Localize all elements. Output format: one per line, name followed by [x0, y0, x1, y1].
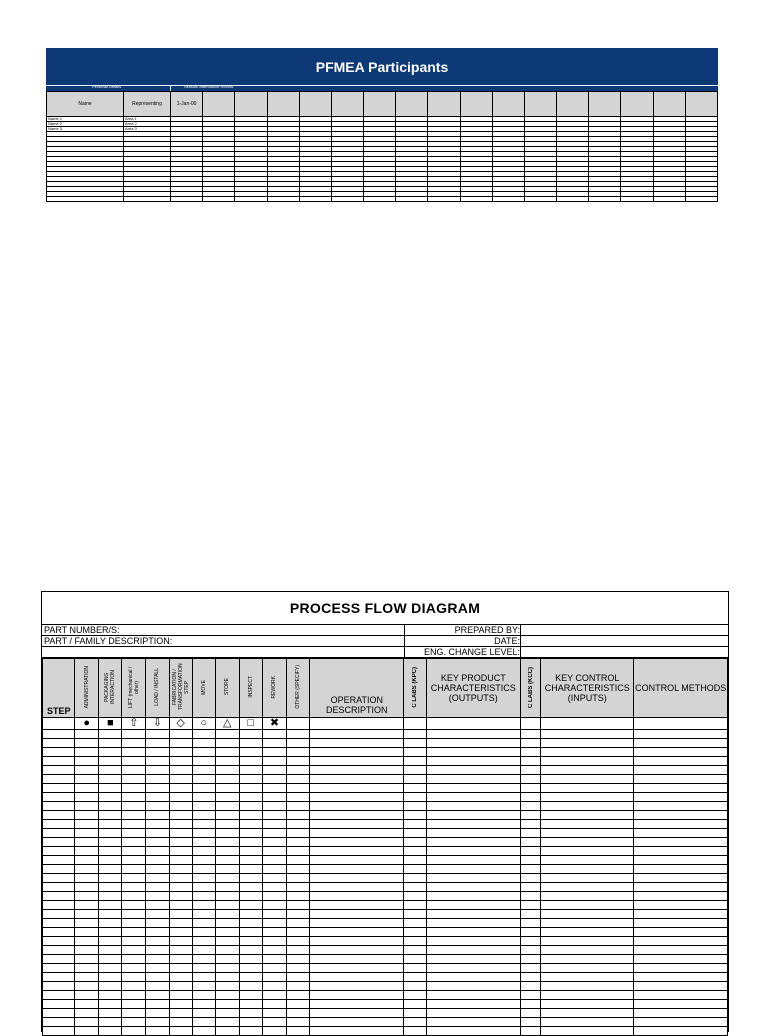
process-step-row — [43, 937, 728, 946]
process-step-row — [43, 820, 728, 829]
c-labs-kpc-header: C LABS (KPC) — [412, 666, 419, 708]
fabrication-header: FABRICATION / TRANSFORMATION STEP — [171, 663, 190, 711]
arrow-up-icon: ⇧ — [122, 718, 146, 730]
process-step-row — [43, 775, 728, 784]
info-row-part-family — [42, 636, 728, 647]
store-header: STORE — [224, 678, 231, 696]
process-step-row — [43, 955, 728, 964]
process-step-row — [43, 874, 728, 883]
representing-column-header: Representing — [124, 92, 171, 117]
date-label: DATE: — [494, 636, 520, 646]
inspect-header: INSPECT — [247, 676, 254, 698]
process-step-row — [43, 1018, 728, 1027]
square-icon: □ — [239, 718, 262, 730]
process-step-row — [43, 847, 728, 856]
symbol-row — [43, 718, 728, 730]
process-step-row — [43, 784, 728, 793]
process-step-row — [43, 802, 728, 811]
c-labs-kcc-header: C LABS (KCC) — [527, 666, 534, 708]
lift-header: LIFT (mechanical / other) — [127, 666, 140, 708]
eng-change-label: ENG. CHANGE LEVEL: — [423, 647, 520, 657]
process-step-row — [43, 838, 728, 847]
participant-representing: Area 1 — [124, 117, 171, 122]
process-step-row — [43, 991, 728, 1000]
process-step-row — [43, 982, 728, 991]
process-step-row — [43, 883, 728, 892]
participant-name: Name 1 — [47, 117, 124, 122]
load-install-header: LOAD / INSTALL — [154, 668, 161, 706]
key-control-characteristics-header: KEY CONTROL CHARACTERISTICS (INPUTS) — [541, 659, 634, 718]
square-filled-icon: ■ — [99, 718, 122, 730]
administration-header: ADMINISTRATION — [83, 665, 90, 709]
process-step-row — [43, 910, 728, 919]
process-step-row — [43, 946, 728, 955]
control-methods-header: CONTROL METHODS — [634, 659, 728, 718]
process-step-row — [43, 928, 728, 937]
step-column-header: STEP — [43, 659, 75, 718]
participant-representing — [124, 197, 171, 202]
process-step-row — [43, 739, 728, 748]
cross-icon: ✖ — [262, 718, 286, 730]
packaging-header: PACKAGING INTERACTION — [104, 670, 117, 704]
pfmea-title: PFMEA Participants — [46, 48, 718, 85]
name-column-header: Name — [47, 92, 124, 117]
process-step-row — [43, 901, 728, 910]
personal-details-label: Personal Details — [92, 84, 122, 89]
participant-name: Name 2 — [47, 122, 124, 127]
participant-name — [47, 197, 124, 202]
pfmea-section-bar — [46, 85, 718, 91]
pfmea-participants-form — [46, 48, 718, 202]
session-attendance-label: Session Attendance Record — [184, 84, 234, 89]
arrow-down-icon: ⇩ — [146, 718, 169, 730]
process-step-row — [43, 919, 728, 928]
process-step-row — [43, 757, 728, 766]
participant-representing: Area 3 — [124, 127, 171, 132]
triangle-icon: △ — [215, 718, 239, 730]
participant-row — [47, 197, 718, 202]
part-numbers-label: PART NUMBER/S: — [44, 625, 120, 635]
diamond-icon: ◇ — [169, 718, 192, 730]
process-step-row — [43, 856, 728, 865]
process-step-row — [43, 892, 728, 901]
prepared-by-label: PREPARED BY: — [454, 625, 520, 635]
rework-header: REWORK — [271, 675, 278, 699]
process-step-row — [43, 1000, 728, 1009]
process-step-row — [43, 973, 728, 982]
other-icon — [286, 718, 309, 730]
process-step-row — [43, 1027, 728, 1036]
circle-filled-icon: ● — [75, 718, 99, 730]
participant-representing: Area 2 — [124, 122, 171, 127]
process-step-row — [43, 1009, 728, 1018]
session-date-header: 1-Jan-00 — [171, 92, 203, 117]
info-row-eng-change — [42, 647, 728, 658]
participant-name: Name 3 — [47, 127, 124, 132]
other-specify-header: OTHER (SPECIFY) — [295, 665, 302, 709]
process-step-row — [43, 793, 728, 802]
process-step-row — [43, 748, 728, 757]
process-step-row — [43, 829, 728, 838]
circle-icon: ○ — [192, 718, 215, 730]
operation-description-header: OPERATION DESCRIPTION — [310, 659, 404, 718]
part-family-label: PART / FAMILY DESCRIPTION: — [44, 636, 173, 646]
key-product-characteristics-header: KEY PRODUCT CHARACTERISTICS (OUTPUTS) — [426, 659, 520, 718]
process-step-row — [43, 865, 728, 874]
process-flow-diagram-form — [41, 591, 729, 1032]
participants-table — [46, 91, 718, 202]
process-step-row — [43, 811, 728, 820]
move-header: MOVE — [200, 679, 207, 695]
info-row-part-numbers — [42, 625, 728, 636]
process-step-row — [43, 730, 728, 739]
process-step-row — [43, 964, 728, 973]
pfd-title: PROCESS FLOW DIAGRAM — [42, 592, 728, 625]
process-flow-table — [42, 658, 728, 1036]
process-step-row — [43, 766, 728, 775]
